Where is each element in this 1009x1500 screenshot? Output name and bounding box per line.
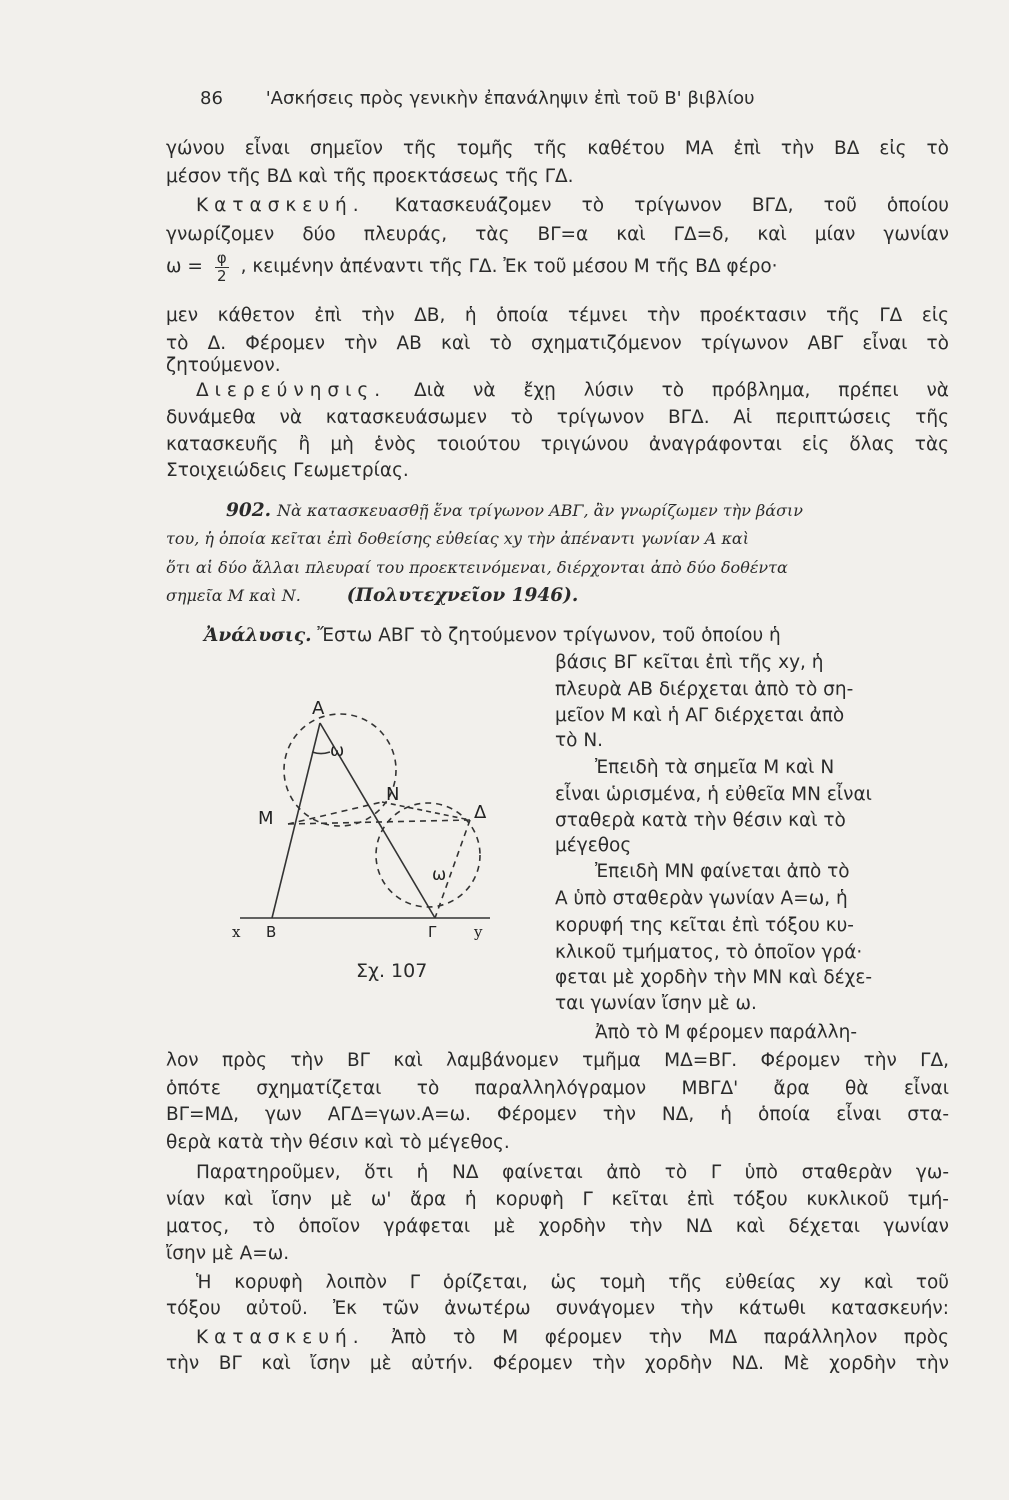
text-line: γώνου εἶναι σημεῖον τῆς τομῆς τῆς καθέτου ΜΑ ἐπὶ τὴν ΒΔ εἰς τὸ [166,138,949,159]
right-column-line: Α ὑπὸ σταθερὰν γωνίαν Α=ω, ἡ [555,888,848,909]
problem-number: 902. [226,500,272,521]
geometry-figure [220,690,520,955]
label-M: Μ [258,808,274,829]
label-omega-A: ω [330,741,345,761]
text-line: νίαν καὶ ἴσην μὲ ω' ἄρα ἡ κορυφὴ Γ κεῖται ἐπὶ τόξου κυκλικοῦ τμή- [166,1189,949,1210]
page-number: 86 [200,88,223,109]
right-column-line: κορυφή της κεῖται ἐπὶ τόξου κυ- [555,915,854,936]
text-line: τόξου αὐτοῦ. Ἐκ τῶν ἀνωτέρω συνάγομεν τὴν κάτωθι κατασκευήν: [166,1298,949,1319]
problem-first-line: 902. Νὰ κατασκευασθῇ ἕνα τρίγωνον ΑΒΓ, ἂν γνωρίζωμεν τὴν βάσιν [226,500,804,521]
segment-MN [288,802,382,824]
construction2-label: Κατασκευή. [196,1327,365,1348]
label-omega-G: ω [432,865,447,885]
discussion-paragraph-start: Διερεύνησις. Διὰ νὰ ἔχῃ λύσιν τὸ πρόβλημα, πρέπει νὰ [196,380,949,401]
right-column-line: Ἐπειδὴ ΜΝ φαίνεται ἀπὸ τὸ [595,861,850,882]
text-line: λον πρὸς τὴν ΒΓ καὶ λαμβάνομεν τμῆμα ΜΔ=ΒΓ. Φέρομεν τὴν ΓΔ, [166,1050,949,1071]
text-line: Ἡ κορυφὴ λοιπὸν Γ ὁρίζεται, ὡς τομὴ τῆς εὐθείας xy καὶ τοῦ [196,1272,949,1293]
text-line: δυνάμεθα νὰ κατασκευάσωμεν τὸ τρίγωνον ΒΓΔ. Αἱ περιπτώσεις τῆς [166,407,949,428]
label-y: y [474,923,483,941]
construction-label: Κατασκευή. [196,195,365,216]
problem-line: ὅτι αἱ δύο ἄλλαι πλευραί του προεκτεινόμεναι, διέρχονται ἀπὸ δύο δοθέντα [166,558,788,577]
text-line: τὴν ΒΓ καὶ ἴσην μὲ αὐτήν. Φέρομεν τὴν χορδὴν ΝΔ. Μὲ χορδὴν τὴν [166,1353,949,1374]
omega-formula-line: ω = $\frac{\varphi}{2}$ , κειμένην ἀπέναντι τῆς ΓΔ. Ἐκ τοῦ μέσου Μ τῆς ΒΔ φέρο· [166,249,778,285]
problem-line: σημεῖα Μ καὶ Ν. (Πολυτεχνεῖον 1946). [166,585,579,606]
text-line: Στοιχειώδεις Γεωμετρίας. [166,460,409,481]
text-line: μεν κάθετον ἐπὶ τὴν ΔΒ, ἡ ὁποία τέμνει τὴν προέκτασιν τῆς ΓΔ εἰς [166,305,949,326]
label-G: Γ [428,923,437,941]
text-line: κατασκευῆς ἢ μὴ ἑνὸς τοιούτου τριγώνου ἀναγράφονται εἰς ὅλας τὰς [166,434,949,455]
fraction: $\frac{\varphi}{2}$ [216,249,227,285]
text-line: ἴσην μὲ Α=ω. [166,1243,290,1264]
right-column-line: πλευρὰ ΑΒ διέρχεται ἀπὸ τὸ ση- [555,679,854,700]
text-line: τὸ Δ. Φέρομεν τὴν ΑΒ καὶ τὸ σχηματιζόμενον τρίγωνον ΑΒΓ εἶναι τὸ [166,333,949,354]
right-column-line: μεῖον Μ καὶ ἡ ΑΓ διέρχεται ἀπὸ [555,705,845,726]
text-line: Παρατηροῦμεν, ὅτι ἡ ΝΔ φαίνεται ἀπὸ τὸ Γ ὑπὸ σταθερὰν γω- [196,1162,949,1183]
figure-caption: Σχ. 107 [356,960,428,982]
construction2-paragraph-start: Κατασκευή. Ἀπὸ τὸ Μ φέρομεν τὴν ΜΔ παράλληλον πρὸς [196,1327,949,1348]
right-column-line: φεται μὲ χορδὴν τὴν ΜΝ καὶ δέχε- [555,967,873,988]
right-column-line: τὸ Ν. [555,730,604,751]
label-A: Α [312,698,325,719]
angle-mark-A [312,752,330,753]
problem-source: (Πολυτεχνεῖον 1946). [346,585,579,606]
text-line: θερὰ κατὰ τὴν θέσιν καὶ τὸ μέγεθος. [166,1132,510,1153]
construction-paragraph-start: Κατασκευή. Κατασκευάζομεν τὸ τρίγωνον ΒΓΔ, τοῦ ὁποίου [196,195,949,216]
right-column-line: μέγεθος [555,835,632,856]
text-line: ματος, τὸ ὁποῖον γράφεται μὲ χορδὴν τὴν ΝΔ καὶ δέχεται γωνίαν [166,1216,949,1237]
right-column-line: κλικοῦ τμήματος, τὸ ὁποῖον γρά· [555,942,863,963]
right-column-line: Ἐπειδὴ τὰ σημεῖα Μ καὶ Ν [595,757,835,778]
text-line: ζητούμενον. [166,355,281,376]
analysis-label: Ἀνάλυσις. [204,625,312,646]
discussion-label: Διερεύνησις. [196,380,387,401]
text-line: ΒΓ=ΜΔ, γων ΑΓΔ=γων.Α=ω. Φέρομεν τὴν ΝΔ, ἡ ὁποία εἶναι στα- [166,1104,949,1125]
page-header [200,88,755,109]
label-D: Δ [474,802,487,823]
text-line: ὁπότε σχηματίζεται τὸ παραλληλόγραμον ΜΒΓΔ' ἄρα θὰ εἶναι [166,1078,949,1099]
circle-arc-MN [284,714,396,826]
label-B: Β [266,923,277,941]
text-line: μέσον τῆς ΒΔ καὶ τῆς προεκτάσεως τῆς ΓΔ. [166,166,574,187]
right-column-line: Ἀπὸ τὸ Μ φέρομεν παράλλη- [595,1022,857,1043]
right-column-line: ται γωνίαν ἴσην μὲ ω. [555,993,757,1014]
text-line: γνωρίζομεν δύο πλευράς, τὰς ΒΓ=α καὶ ΓΔ=δ, καὶ μίαν γωνίαν [166,224,949,245]
right-column-line: σταθερὰ κατὰ τὴν θέσιν καὶ τὸ [555,810,846,831]
label-N: Ν [386,784,400,805]
right-column-line: εἶναι ὡρισμένα, ἡ εὐθεῖα ΜΝ εἶναι [555,784,872,805]
running-title: 'Ασκήσεις πρὸς γενικὴν ἐπανάληψιν ἐπὶ τοῦ Β' βιβλίου [265,88,755,109]
label-x: x [232,923,241,941]
right-column-line: βάσις ΒΓ κεῖται ἐπὶ τῆς xy, ἡ [555,652,824,673]
problem-line: του, ἡ ὁποία κεῖται ἐπὶ δοθείσης εὐθείας xy τὴν ἀπέναντι γωνίαν Α καὶ [166,529,750,548]
analysis-line: Ἀνάλυσις. Ἔστω ΑΒΓ τὸ ζητούμενον τρίγωνον, τοῦ ὁποίου ἡ [204,625,781,646]
